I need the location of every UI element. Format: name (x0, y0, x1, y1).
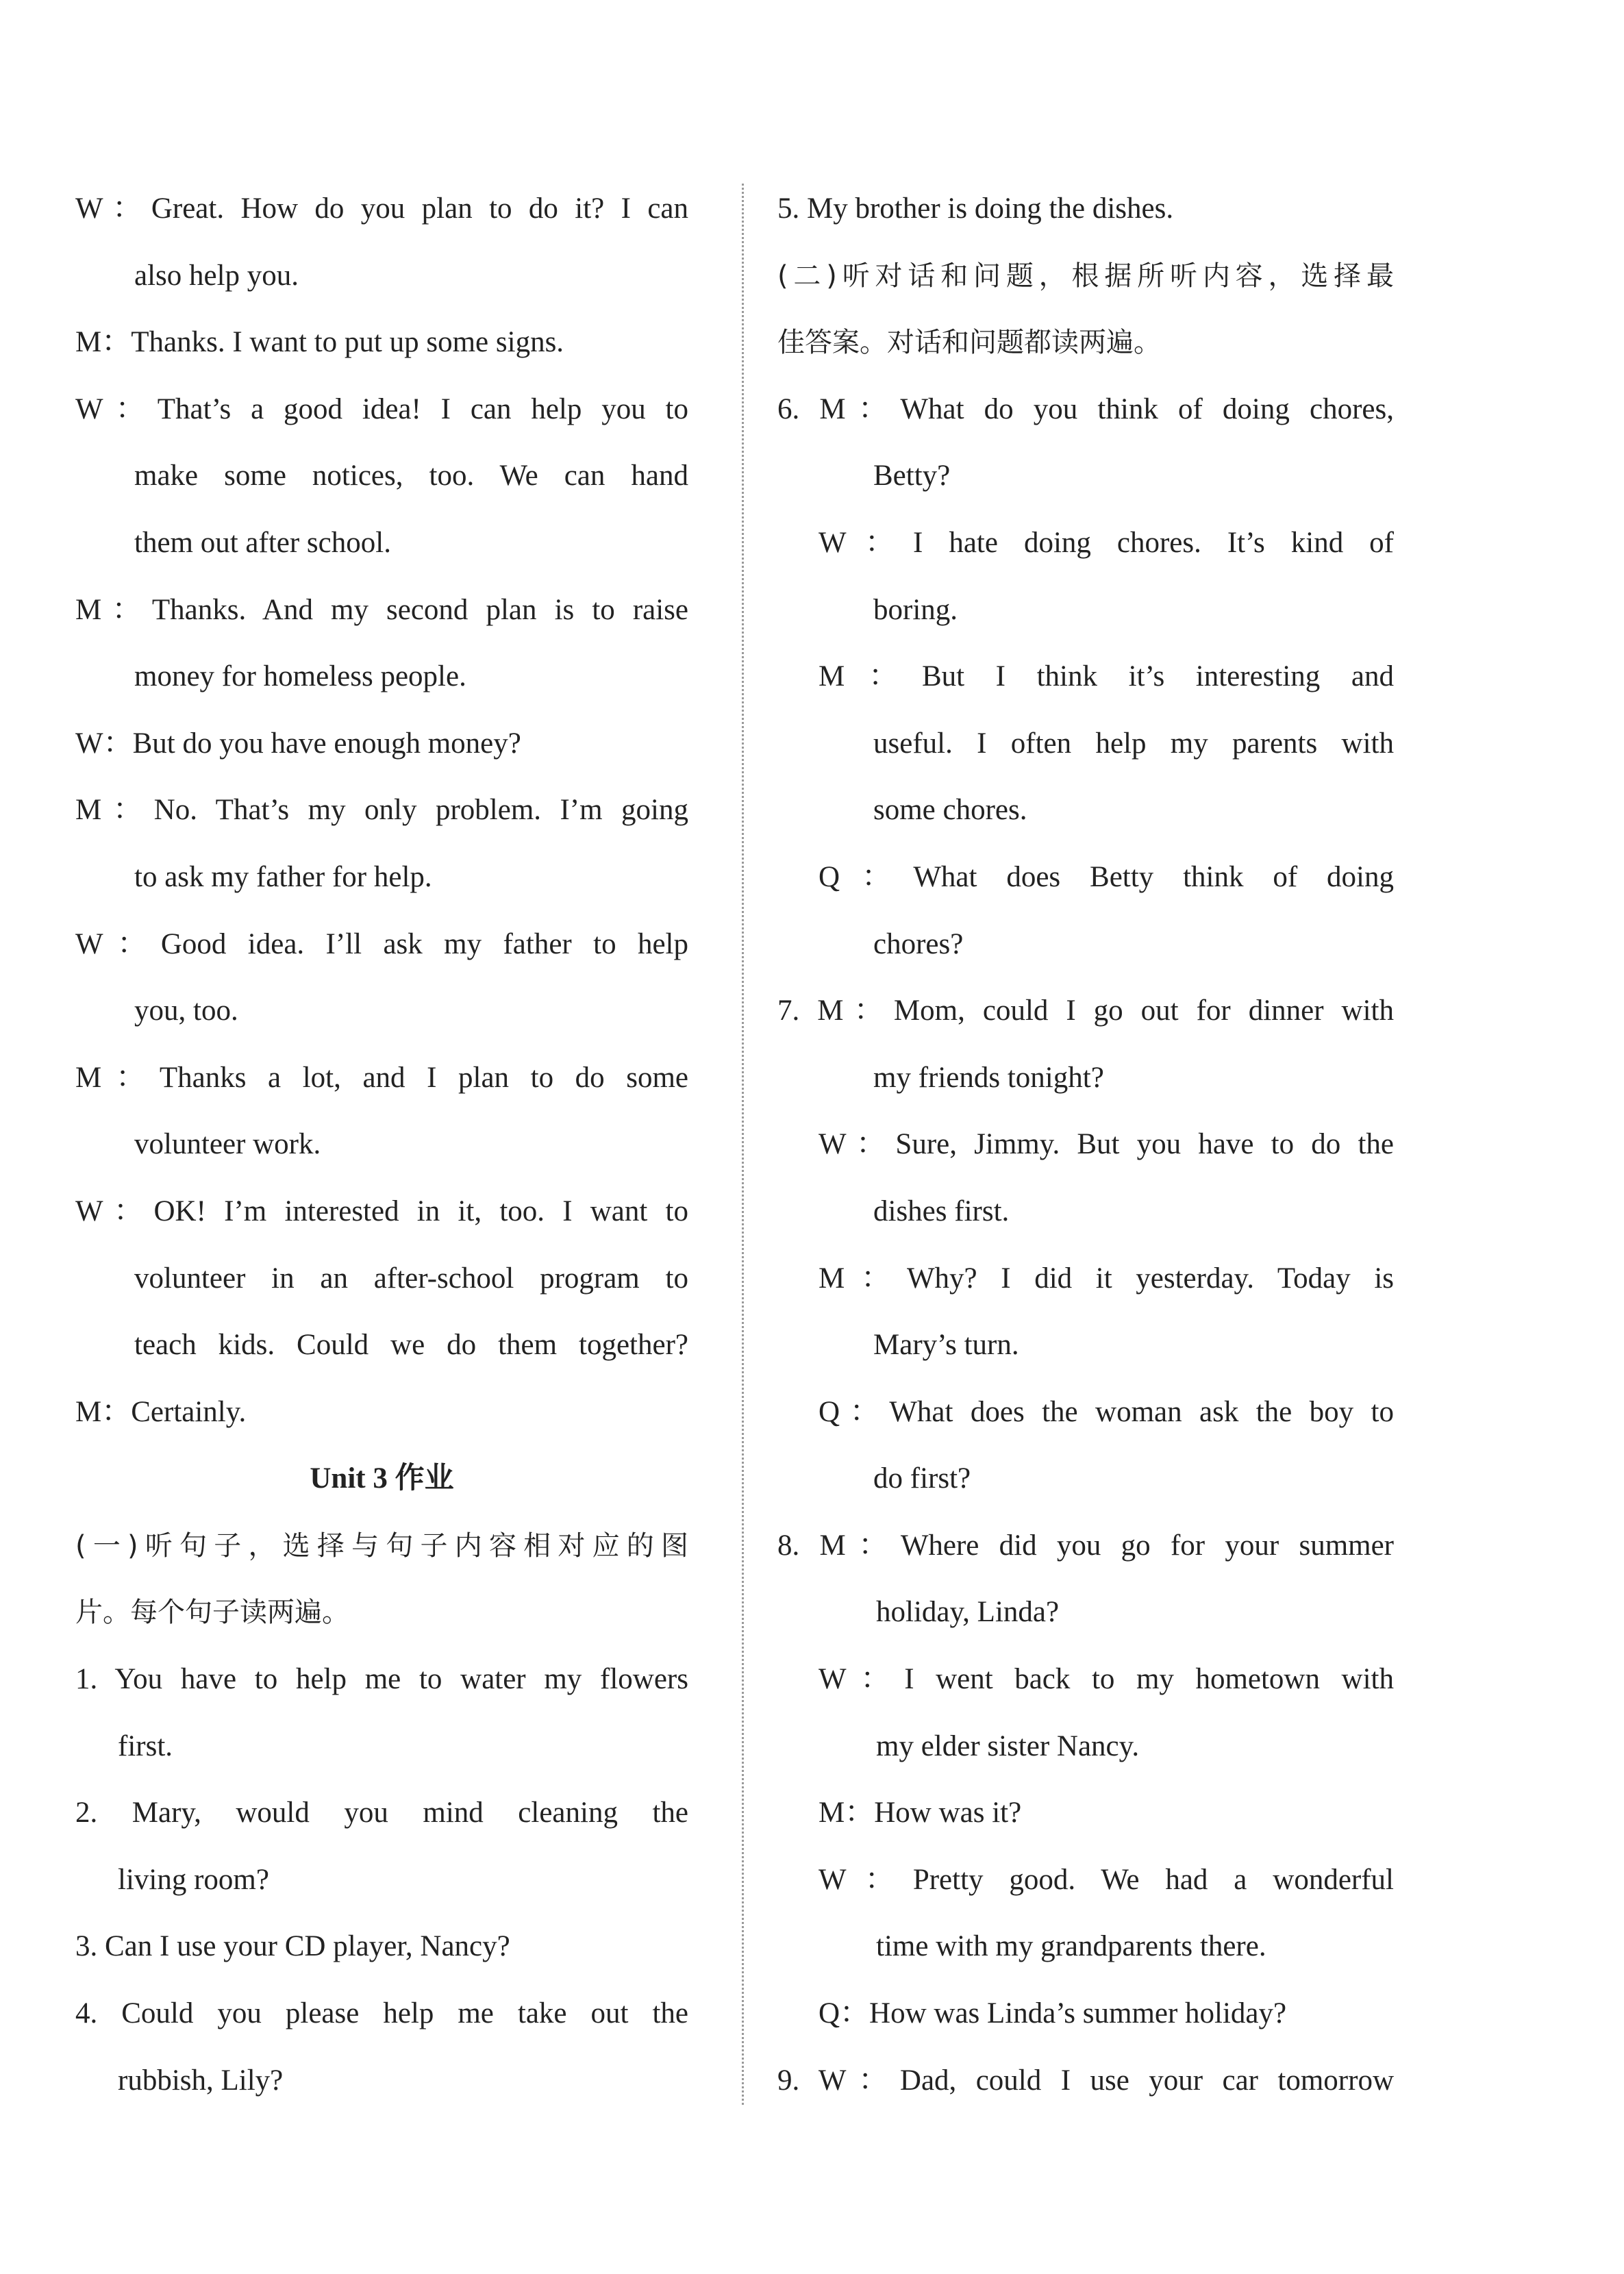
text-line: boring. (873, 593, 958, 626)
text-line: rubbish, Lily? (118, 2064, 284, 2097)
text-line: 8. M：Where did you go for your summer (777, 1529, 1394, 1562)
text-line: 3. Can I use your CD player, Nancy? (75, 1930, 510, 1963)
text-line: M：But I think it’s interesting and (819, 660, 1394, 693)
text-line: W：Great. How do you plan to do it? I can (75, 192, 688, 225)
column-divider (742, 184, 744, 2105)
text-line: Q：How was Linda’s summer holiday? (819, 1997, 1287, 2030)
text-line: 5. My brother is doing the dishes. (777, 192, 1174, 225)
text-line: them out after school. (134, 526, 391, 559)
text-line: M：No. That’s my only problem. I’m going (75, 794, 688, 827)
text-line: you, too. (134, 995, 238, 1027)
text-line: my elder sister Nancy. (876, 1729, 1140, 1762)
text-line: W：Good idea. I’ll ask my father to help (75, 927, 688, 960)
section-instruction: 佳答案。对话和问题都读两遍。 (777, 327, 1161, 359)
text-line: chores? (873, 927, 964, 960)
text-line: dishes first. (873, 1195, 1010, 1227)
text-line: W：Pretty good. We had a wonderful (819, 1863, 1394, 1896)
text-line: teach kids. Could we do them together? (134, 1329, 688, 1362)
text-line: M：Why? I did it yesterday. Today is (819, 1262, 1394, 1295)
text-line: do first? (873, 1462, 971, 1495)
text-line: 1. You have to help me to water my flowers (75, 1663, 688, 1696)
text-line: time with my grandparents there. (876, 1930, 1266, 1963)
section-instruction: (二)听对话和问题，根据所听内容，选择最 (777, 260, 1394, 292)
text-line: volunteer work. (134, 1128, 321, 1161)
left-column (75, 179, 688, 2118)
text-line: first. (118, 1729, 173, 1762)
text-line: 6. M：What do you think of doing chores, (777, 392, 1394, 425)
text-line: Mary’s turn. (873, 1329, 1019, 1362)
section-instruction: (一)听句子，选择与句子内容相对应的图 (75, 1529, 688, 1562)
text-line: M：Thanks. I want to put up some signs. (75, 326, 564, 359)
text-line: Betty? (873, 460, 951, 492)
section-instruction: 片。每个句子读两遍。 (75, 1597, 349, 1629)
right-column (777, 179, 1394, 2118)
text-line: living room? (118, 1863, 269, 1896)
text-line: W：But do you have enough money? (75, 727, 521, 760)
text-line: 4. Could you please help me take out the (75, 1997, 688, 2030)
text-line: Q：What does Betty think of doing (819, 860, 1394, 893)
text-line: useful. I often help my parents with (873, 727, 1394, 760)
text-line: M：Thanks. And my second plan is to raise (75, 593, 688, 626)
text-line: also help you. (134, 259, 299, 292)
text-line: Q：What does the woman ask the boy to (819, 1395, 1394, 1428)
text-line: 9. W：Dad, could I use your car tomorrow (777, 2064, 1394, 2097)
text-line: 2. Mary, would you mind cleaning the (75, 1797, 688, 1829)
text-line: some chores. (873, 794, 1027, 827)
section-heading: Unit 3 作业 (310, 1462, 454, 1495)
text-line: W：I went back to my hometown with (819, 1663, 1394, 1696)
text-line: make some notices, too. We can hand (134, 460, 688, 492)
text-line: 7. M：Mom, could I go out for dinner with (777, 995, 1394, 1027)
text-line: my friends tonight? (873, 1061, 1104, 1094)
text-line: M：Thanks a lot, and I plan to do some (75, 1061, 688, 1094)
text-line: money for homeless people. (134, 660, 466, 693)
text-line: W：That’s a good idea! I can help you to (75, 392, 688, 425)
text-line: M：Certainly. (75, 1395, 247, 1428)
text-line: volunteer in an after-school program to (134, 1262, 688, 1295)
text-line: W：OK! I’m interested in it, too. I want to (75, 1195, 688, 1227)
text-line: holiday, Linda? (876, 1596, 1060, 1629)
text-line: W：I hate doing chores. It’s kind of (819, 526, 1394, 559)
text-line: W：Sure, Jimmy. But you have to do the (819, 1128, 1394, 1161)
text-line: M：How was it? (819, 1797, 1022, 1829)
text-line: to ask my father for help. (134, 860, 432, 893)
